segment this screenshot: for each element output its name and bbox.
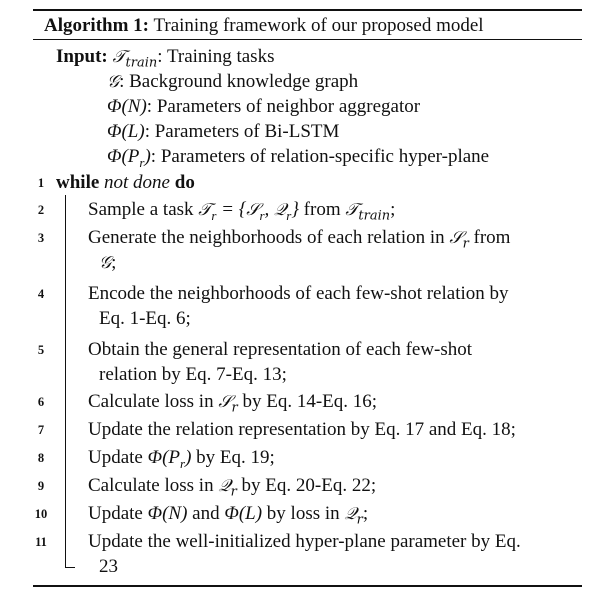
line-number-9: 9 (37, 479, 45, 493)
step-4: Encode the neighborhoods of each few-shot relation by (88, 283, 509, 304)
math-phi-l: Φ(L) (224, 503, 263, 524)
step-5-cont: relation by Eq. 7-Eq. 13; (99, 364, 287, 385)
symbol-phi-l: Φ(L) (107, 121, 145, 142)
input-label: Input: (56, 46, 108, 67)
symbol-phi-n: Φ(N) (107, 96, 147, 117)
input-line-4 (107, 122, 339, 141)
input-line-2 (107, 72, 358, 91)
input-1-text: : Training tasks (157, 46, 275, 67)
step-2 (88, 200, 395, 222)
input-3-text: : Parameters of neighbor aggregator (146, 96, 421, 117)
algorithm-title: Training framework of our proposed model (153, 15, 484, 36)
while-block-bar (65, 195, 66, 567)
step-11-cont: 23 (99, 556, 118, 577)
math-phi-pr: $\Phi(P_r)$ (147, 447, 192, 471)
keyword-while: while (56, 172, 100, 193)
step-1 (56, 173, 195, 192)
math-q-r-2: 𝒬$_r$ (344, 504, 363, 528)
step-6 (88, 392, 377, 414)
top-rule (33, 9, 582, 11)
input-4-text: : Parameters of Bi-LSTM (144, 121, 340, 142)
step-3 (88, 228, 510, 250)
header-rule (33, 39, 582, 40)
step-10-text-d: ; (362, 503, 369, 524)
step-2-text-a: Sample a task (88, 199, 199, 220)
step-9-text-b: by Eq. 20-Eq. 22; (236, 475, 377, 496)
while-block-foot (65, 567, 75, 568)
input-2-text: : Background knowledge graph (119, 71, 359, 92)
step-10-text-c: by loss in (262, 503, 345, 524)
math-task-def: 𝒯$_r$ = {𝒮$_r$, 𝒬$_r$} (198, 199, 299, 223)
line-number-5: 5 (37, 343, 45, 357)
input-5-text: : Parameters of relation-specific hyper-plane (150, 146, 490, 167)
input-line-5 (107, 147, 489, 169)
line-number-8: 8 (37, 451, 45, 465)
line-number-7: 7 (37, 423, 45, 437)
step-5: Obtain the general representation of each few-shot (88, 339, 473, 360)
step-4-cont: Eq. 1-Eq. 6; (99, 308, 191, 329)
algorithm-label: Algorithm 1: (44, 15, 150, 36)
symbol-t-train: 𝒯$_{train}$ (112, 47, 158, 71)
step-11: Update the well-initialized hyper-plane parameter by Eq. (88, 531, 521, 552)
step-3-text-b: from (468, 227, 511, 248)
keyword-do: do (174, 172, 195, 193)
step-3-cont (99, 253, 116, 272)
line-number-10: 10 (34, 507, 48, 521)
math-q-r: 𝒬$_r$ (218, 476, 237, 500)
step-3-text-cont: ; (111, 252, 117, 273)
math-phi-n: Φ(N) (147, 503, 188, 524)
step-9 (88, 476, 376, 498)
step-6-text-a: Calculate loss in (88, 391, 219, 412)
step-8 (88, 448, 275, 470)
math-t-train: 𝒯$_{train}$ (345, 200, 391, 224)
bottom-rule (33, 585, 582, 587)
symbol-phi-pr: $\Phi(P_r)$ (107, 146, 151, 170)
step-2-text-c: ; (390, 199, 396, 220)
step-8-text-a: Update (88, 447, 148, 468)
step-7: Update the relation representation by Eq. 17 and Eq. 18; (88, 419, 516, 440)
math-s-r: 𝒮$_r$ (449, 228, 469, 252)
input-line-3 (107, 97, 420, 116)
line-number-2: 2 (37, 203, 45, 217)
line-number-1: 1 (37, 176, 45, 190)
line-number-11: 11 (35, 535, 47, 549)
input-line-1 (56, 47, 274, 69)
step-10-text-b: and (187, 503, 225, 524)
step-3-text-a: Generate the neighborhoods of each relation in (88, 227, 450, 248)
step-6-text-b: by Eq. 14-Eq. 16; (237, 391, 378, 412)
step-9-text-a: Calculate loss in (88, 475, 219, 496)
symbol-g: 𝒢 (107, 72, 120, 92)
step-2-text-b: from (298, 199, 346, 220)
algorithm-caption (44, 16, 484, 35)
step-10 (88, 504, 368, 526)
math-g: 𝒢 (99, 253, 112, 273)
step-8-text-b: by Eq. 19; (191, 447, 275, 468)
line-number-4: 4 (37, 287, 45, 301)
math-s-r-2: 𝒮$_r$ (218, 392, 238, 416)
line-number-3: 3 (37, 231, 45, 245)
line-number-6: 6 (37, 395, 45, 409)
condition-not-done: not done (104, 172, 170, 193)
step-10-text-a: Update (88, 503, 148, 524)
